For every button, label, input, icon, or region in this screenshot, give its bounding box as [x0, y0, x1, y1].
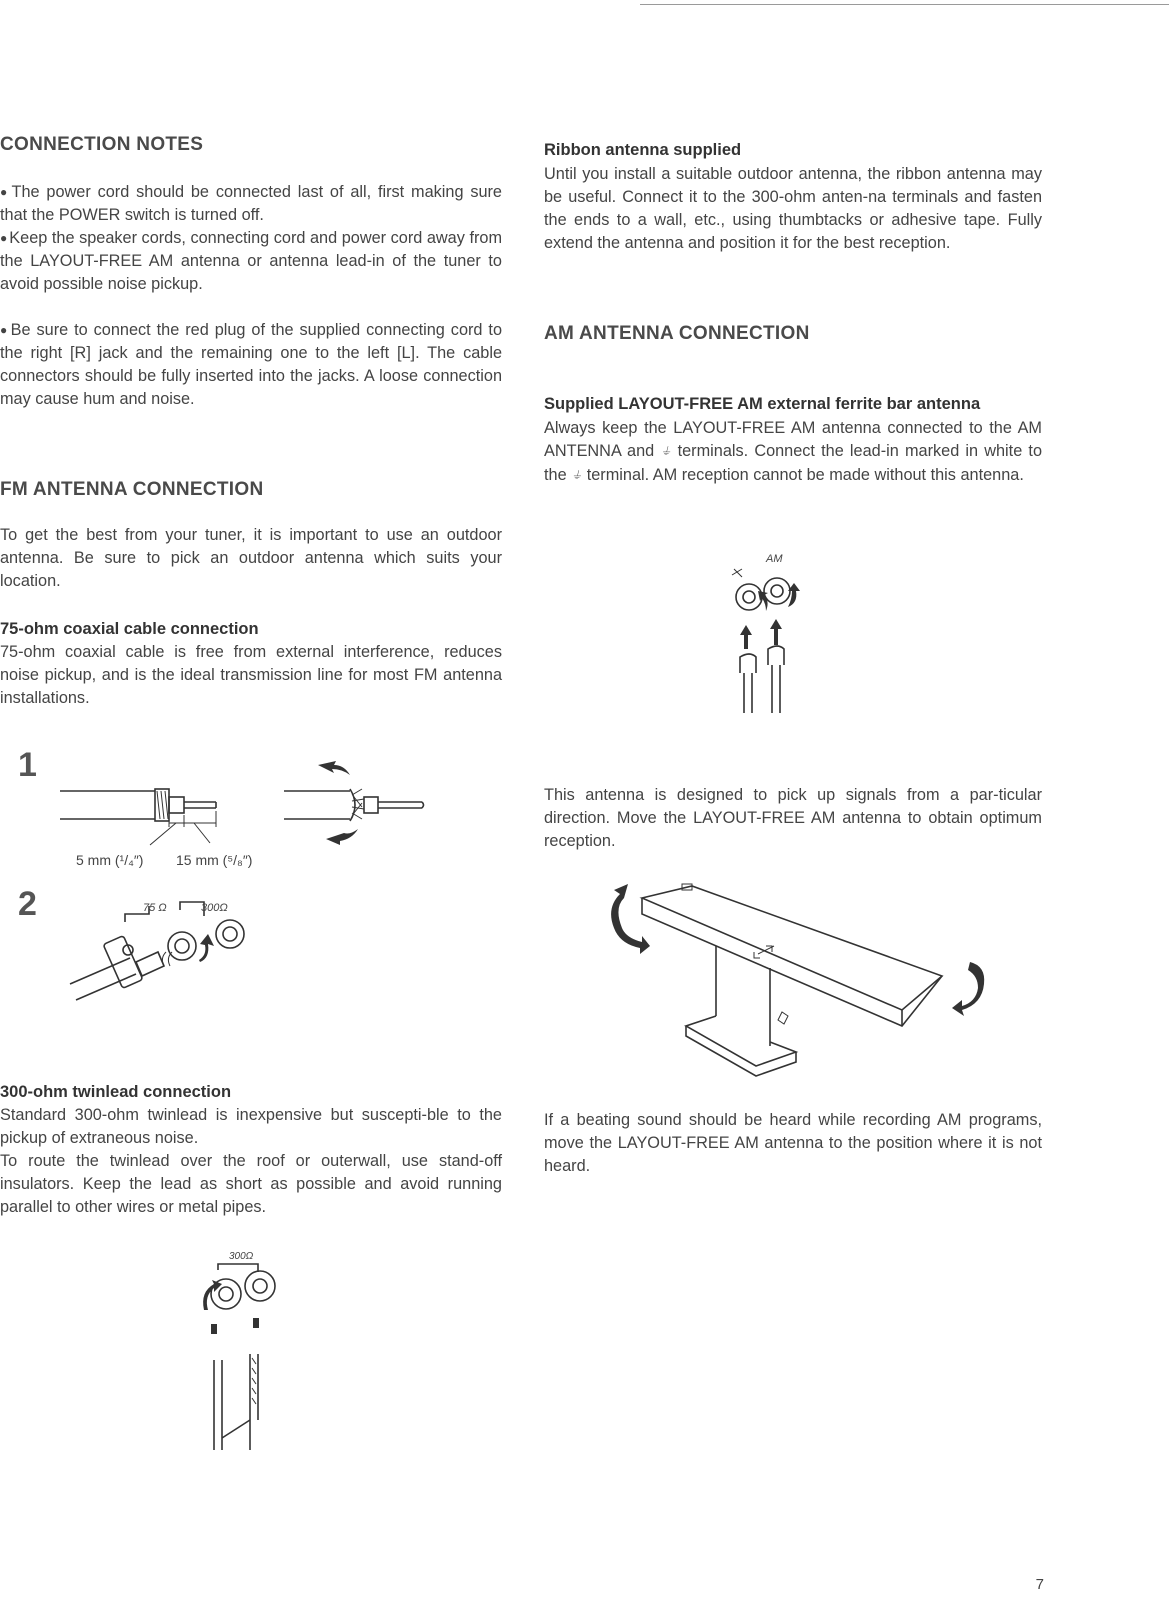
step-2-number: 2: [18, 885, 37, 923]
am-antenna-heading: AM ANTENNA CONNECTION: [544, 323, 810, 344]
twinlead-drawing: [190, 1250, 300, 1450]
am-direction-text: This antenna is designed to pick up signals from a par-ticular direction. Move the LAYOUT-FREE AM antenna to obtain optimum reception.: [544, 786, 1042, 850]
ribbon-heading: Ribbon antenna supplied: [544, 141, 742, 159]
coax-heading: 75-ohm coaxial cable connection: [0, 620, 259, 638]
coax-terminal-drawing: [70, 900, 270, 1030]
twinlead-label-300-ohm: 300Ω: [229, 1251, 254, 1262]
ribbon-text: Until you install a suitable outdoor antenna, the ribbon antenna may be useful. Connect it to the 300-ohm anten-na terminals and fasten the ends to a wall, etc., using thumbtacks or adhesive tape. Fully extend the antenna and position it for the best reception.: [544, 165, 1042, 252]
am-beating-text: If a beating sound should be heard while recording AM programs, move the LAYOUT-FREE AM antenna to the position where it is not heard.: [544, 1111, 1042, 1175]
twinlead-heading: 300-ohm twinlead connection: [0, 1083, 232, 1101]
step-1-number: 1: [18, 746, 37, 784]
fm-intro-text: To get the best from your tuner, it is important to use an outdoor antenna. Be sure to pick an outdoor antenna which suits your location.: [0, 526, 502, 590]
page-number: 7: [1035, 1576, 1044, 1593]
am-terminal-drawing: [724, 555, 834, 735]
connection-notes-heading: CONNECTION NOTES: [0, 134, 204, 155]
dimension-5mm: 5 mm (¹/₄″): [76, 852, 144, 868]
twinlead-figure: [190, 1250, 300, 1450]
top-rule: [640, 4, 1169, 5]
am-text: Always keep the LAYOUT-FREE AM antenna connected to the AM ANTENNA and ⏚ terminals. Connect the lead-in marked in white to the ⏚ terminal. AM reception cannot be made without this antenna.: [544, 419, 1042, 484]
fm-antenna-heading: FM ANTENNA CONNECTION: [0, 479, 264, 500]
label-75-ohm: 75 Ω: [143, 902, 167, 914]
ferrite-antenna-figure: [582, 870, 1002, 1080]
label-am: AM: [766, 553, 783, 565]
am-terminal-figure: [724, 555, 834, 735]
note-bullet-2: ● Keep the speaker cords, connecting cord and power cord away from the LAYOUT-FREE AM antenna or antenna lead-in of the tuner to avoid possible noise pickup.: [0, 227, 502, 296]
twinlead-text-2: To route the twinlead over the roof or outerwall, use stand-off insulators. Keep the lead as short as possible and avoid running parallel to other wires or metal pipes.: [0, 1152, 502, 1216]
label-300-ohm: 300Ω: [201, 902, 228, 914]
note-bullet-1: ● The power cord should be connected last of all, first making sure that the POWER switch is turned off.: [0, 181, 502, 227]
ferrite-antenna-drawing: [582, 870, 1002, 1080]
am-subheading: Supplied LAYOUT-FREE AM external ferrite bar antenna: [544, 395, 981, 413]
twinlead-text-1: Standard 300-ohm twinlead is inexpensive but suscepti-ble to the pickup of extraneous noise.: [0, 1106, 502, 1147]
note-bullet-3: ● Be sure to connect the red plug of the supplied connecting cord to the right [R] jack and the remaining one to the left [L]. The cable connectors should be fully inserted into the jacks. A loose connection may cause hum and noise.: [0, 319, 502, 411]
dimension-15mm: 15 mm (⁵/₈″): [176, 852, 253, 868]
coax-text: 75-ohm coaxial cable is free from external interference, reduces noise pickup, and is the ideal transmission line for most FM antenna installations.: [0, 643, 502, 707]
coax-terminal-figure: [70, 900, 270, 1030]
